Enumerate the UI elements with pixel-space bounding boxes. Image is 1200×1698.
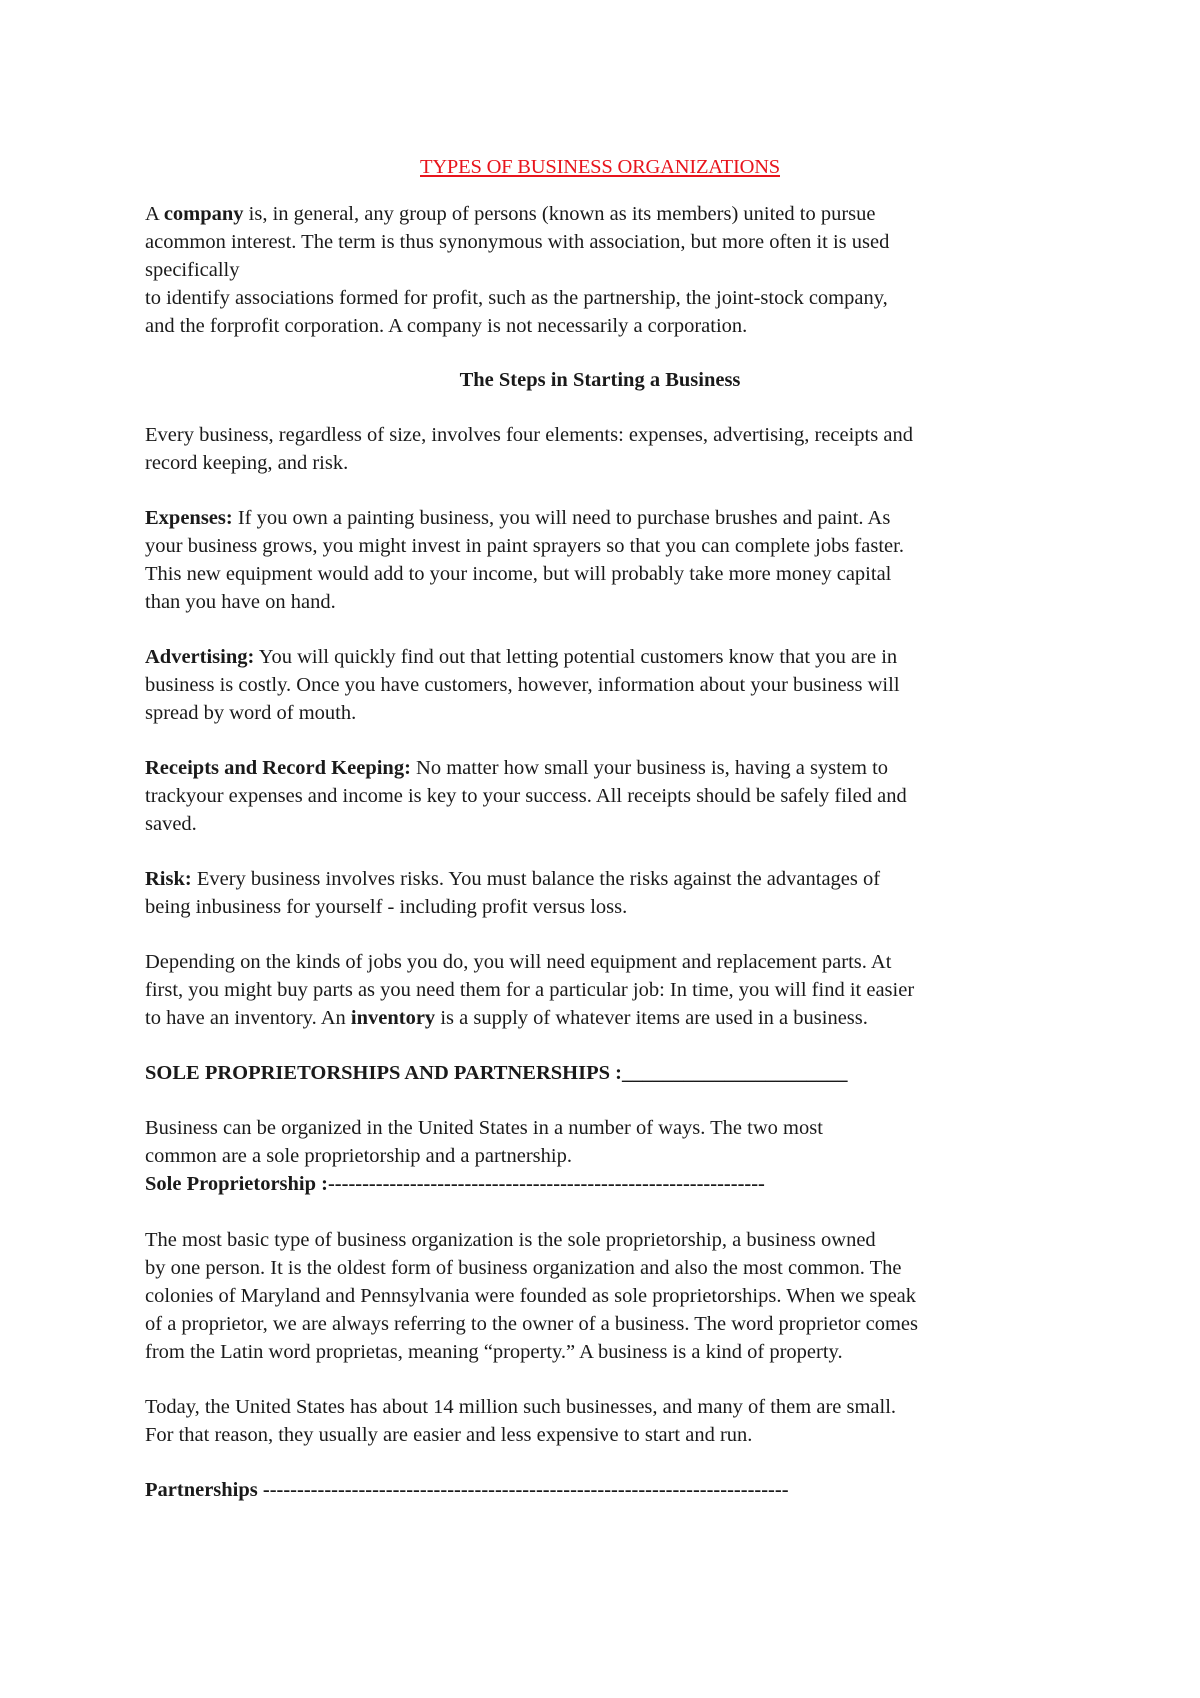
steps-heading: The Steps in Starting a Business (459, 369, 741, 391)
elements-line-2: record keeping, and risk. (145, 452, 349, 474)
sole-line-1: The most basic type of business organization is the sole proprietorship, a business owned (145, 1229, 876, 1251)
intro-line-3: specifically (145, 259, 240, 281)
elements-line-1: Every business, regardless of size, involves four elements: expenses, advertising, receipts and (145, 424, 913, 446)
expenses-line-3: This new equipment would add to your income, but will probably take more money capital (145, 563, 892, 585)
inventory-term: inventory (350, 1007, 436, 1029)
sole-line-4: of a proprietor, we are always referring to the owner of a business. The word proprietor comes (145, 1313, 918, 1335)
expenses-line-2: your business grows, you might invest in paint sprayers so that you can complete jobs faster. (145, 535, 904, 557)
today-line-2: For that reason, they usually are easier and less expensive to start and run. (145, 1424, 753, 1446)
receipts-line-2: trackyour expenses and income is key to your success. All receipts should be safely filed and (145, 785, 907, 807)
today-line-1: Today, the United States has about 14 million such businesses, and many of them are small. (145, 1396, 897, 1418)
sole-line-3: colonies of Maryland and Pennsylvania were founded as sole proprietorships. When we speak (145, 1285, 917, 1307)
expenses-line-4: than you have on hand. (145, 591, 336, 613)
expenses-label: Expenses: (145, 507, 233, 529)
intro-line-2: acommon interest. The term is thus synonymous with association, but more often it is used (145, 231, 890, 253)
advertising-label: Advertising: (145, 646, 255, 668)
receipts-line-1: Receipts and Record Keeping: No matter how small your business is, having a system to (145, 757, 889, 779)
organized-line-1: Business can be organized in the United States in a number of ways. The two most (145, 1117, 823, 1139)
advertising-line-3: spread by word of mouth. (145, 702, 357, 724)
receipts-line-3: saved. (145, 813, 197, 835)
intro-line-4: to identify associations formed for profit, such as the partnership, the joint-stock company, (145, 287, 888, 309)
receipts-label: Receipts and Record Keeping: (145, 757, 411, 779)
risk-line-2: being inbusiness for yourself - including profit versus loss. (145, 896, 628, 918)
risk-label: Risk: (145, 868, 192, 890)
advertising-line-1: Advertising: You will quickly find out that letting potential customers know that you are in (145, 646, 898, 668)
partnerships-heading: Partnerships ----------------------------------------------------------------------------- (145, 1479, 789, 1501)
inventory-line-2: first, you might buy parts as you need them for a particular job: In time, you will find it easier (145, 979, 915, 1001)
sole-line-2: by one person. It is the oldest form of business organization and also the most common. The (145, 1257, 902, 1279)
sole-proprietorship-heading: Sole Proprietorship :---------------------------------------------------------------- (145, 1173, 765, 1195)
inventory-line-3: to have an inventory. An inventory is a supply of whatever items are used in a business. (145, 1007, 868, 1029)
expenses-line-1: Expenses: If you own a painting business, you will need to purchase brushes and paint. As (145, 507, 891, 529)
risk-line-1: Risk: Every business involves risks. You must balance the risks against the advantages of (145, 868, 881, 890)
sole-partnerships-heading: SOLE PROPRIETORSHIPS AND PARTNERSHIPS :______________________ (145, 1062, 848, 1084)
intro-line-5: and the forprofit corporation. A company is not necessarily a corporation. (145, 315, 748, 337)
advertising-line-2: business is costly. Once you have customers, however, information about your business will (145, 674, 900, 696)
intro-line-1: A company is, in general, any group of persons (known as its members) united to pursue (145, 203, 876, 225)
company-term: company (163, 203, 244, 225)
organized-line-2: common are a sole proprietorship and a partnership. (145, 1145, 572, 1167)
document-title: TYPES OF BUSINESS ORGANIZATIONS (420, 156, 780, 178)
sole-line-5: from the Latin word proprietas, meaning “property.” A business is a kind of property. (145, 1341, 843, 1363)
inventory-line-1: Depending on the kinds of jobs you do, you will need equipment and replacement parts. At (145, 951, 892, 973)
